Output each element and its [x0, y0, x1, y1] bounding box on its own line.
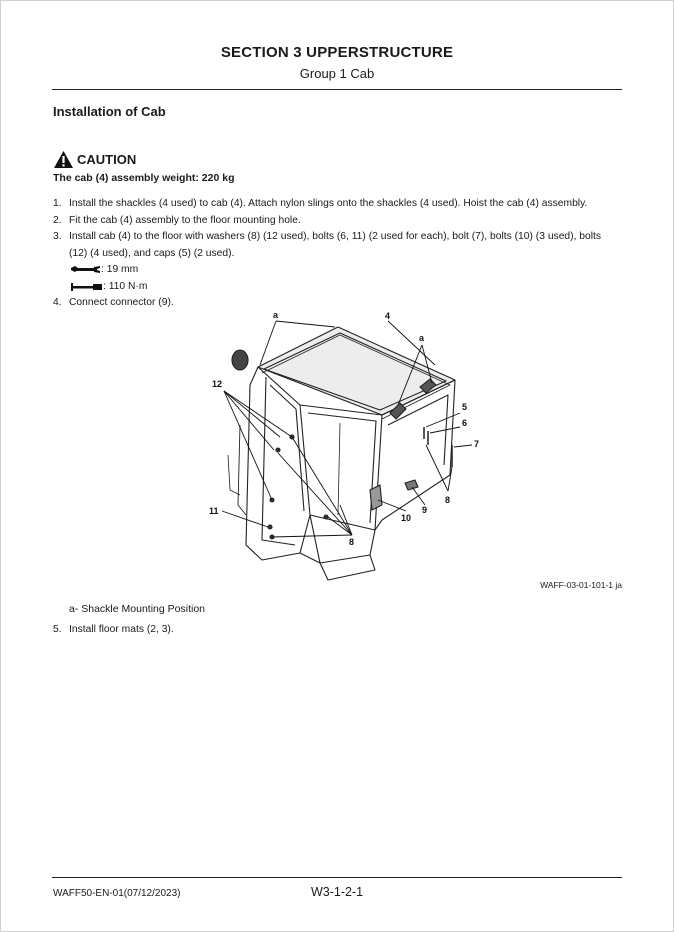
document-code: WAFF50-EN-01(07/12/2023)	[53, 888, 181, 899]
torque-value: : 110 N·m	[103, 280, 148, 292]
group-subtitle: Group 1 Cab	[299, 66, 375, 81]
header-rule	[52, 89, 622, 90]
step-5	[53, 622, 613, 639]
callout-7: 7	[474, 439, 480, 449]
callout-11: 11	[209, 506, 219, 516]
callout-12: 12	[212, 379, 223, 389]
step-1	[53, 196, 613, 213]
step-text: Connect connector (9).	[69, 297, 174, 308]
torque-spec	[53, 279, 613, 296]
step-number: 3.	[53, 231, 62, 242]
callout-4: 4	[385, 311, 391, 321]
page-number: W3-1-2-1	[310, 885, 364, 899]
section-title: SECTION 3 UPPERSTRUCTURE	[220, 44, 454, 61]
caution-text: The cab (4) assembly weight: 220 kg	[53, 172, 235, 184]
callout-10: 10	[401, 513, 412, 523]
torque-wrench-icon	[69, 282, 103, 292]
callout-a-right: a	[419, 333, 425, 343]
step-text: Install the shackles (4 used) to cab (4). Attach nylon slings onto the shackles (4 used). Hoist the cab (4) assembly.	[69, 198, 588, 209]
procedure-steps	[53, 196, 613, 312]
wrench-size: : 19 mm	[101, 264, 139, 275]
callout-a-top: a	[273, 310, 279, 320]
callout-5: 5	[462, 402, 468, 412]
caution-row	[53, 148, 136, 170]
warning-icon	[53, 150, 74, 169]
step-text: Install cab (4) to the floor with washers (8) (12 used), bolts (6, 11) (2 used for each), bolt (7), bolts (10) (3 used), bolts (12) (4 used), and caps (5) (2 used).	[69, 231, 602, 259]
callout-8-right: 8	[445, 495, 451, 505]
callout-8-bottom: 8	[349, 537, 355, 547]
step-text: Fit the cab (4) assembly to the floor mounting hole.	[69, 214, 301, 226]
wrench-spec	[53, 262, 613, 279]
footer-rule	[52, 877, 622, 878]
section-heading: Installation of Cab	[53, 104, 166, 119]
callout-9: 9	[422, 505, 428, 515]
step-2	[53, 213, 613, 230]
caution-label: CAUTION	[77, 151, 137, 167]
callout-6: 6	[462, 418, 468, 428]
figure-legend: a- Shackle Mounting Position	[69, 603, 205, 615]
step-3	[53, 229, 613, 262]
figure-code: WAFF-03-01-101-1 ja	[540, 580, 622, 590]
wrench-icon	[69, 265, 101, 275]
step-number: 5.	[53, 624, 62, 635]
cab-installation-figure	[200, 305, 500, 595]
step-number: 4.	[53, 297, 62, 308]
step-number: 1.	[53, 198, 62, 209]
step-text: Install floor mats (2, 3).	[69, 624, 174, 635]
step-number: 2.	[53, 214, 62, 226]
